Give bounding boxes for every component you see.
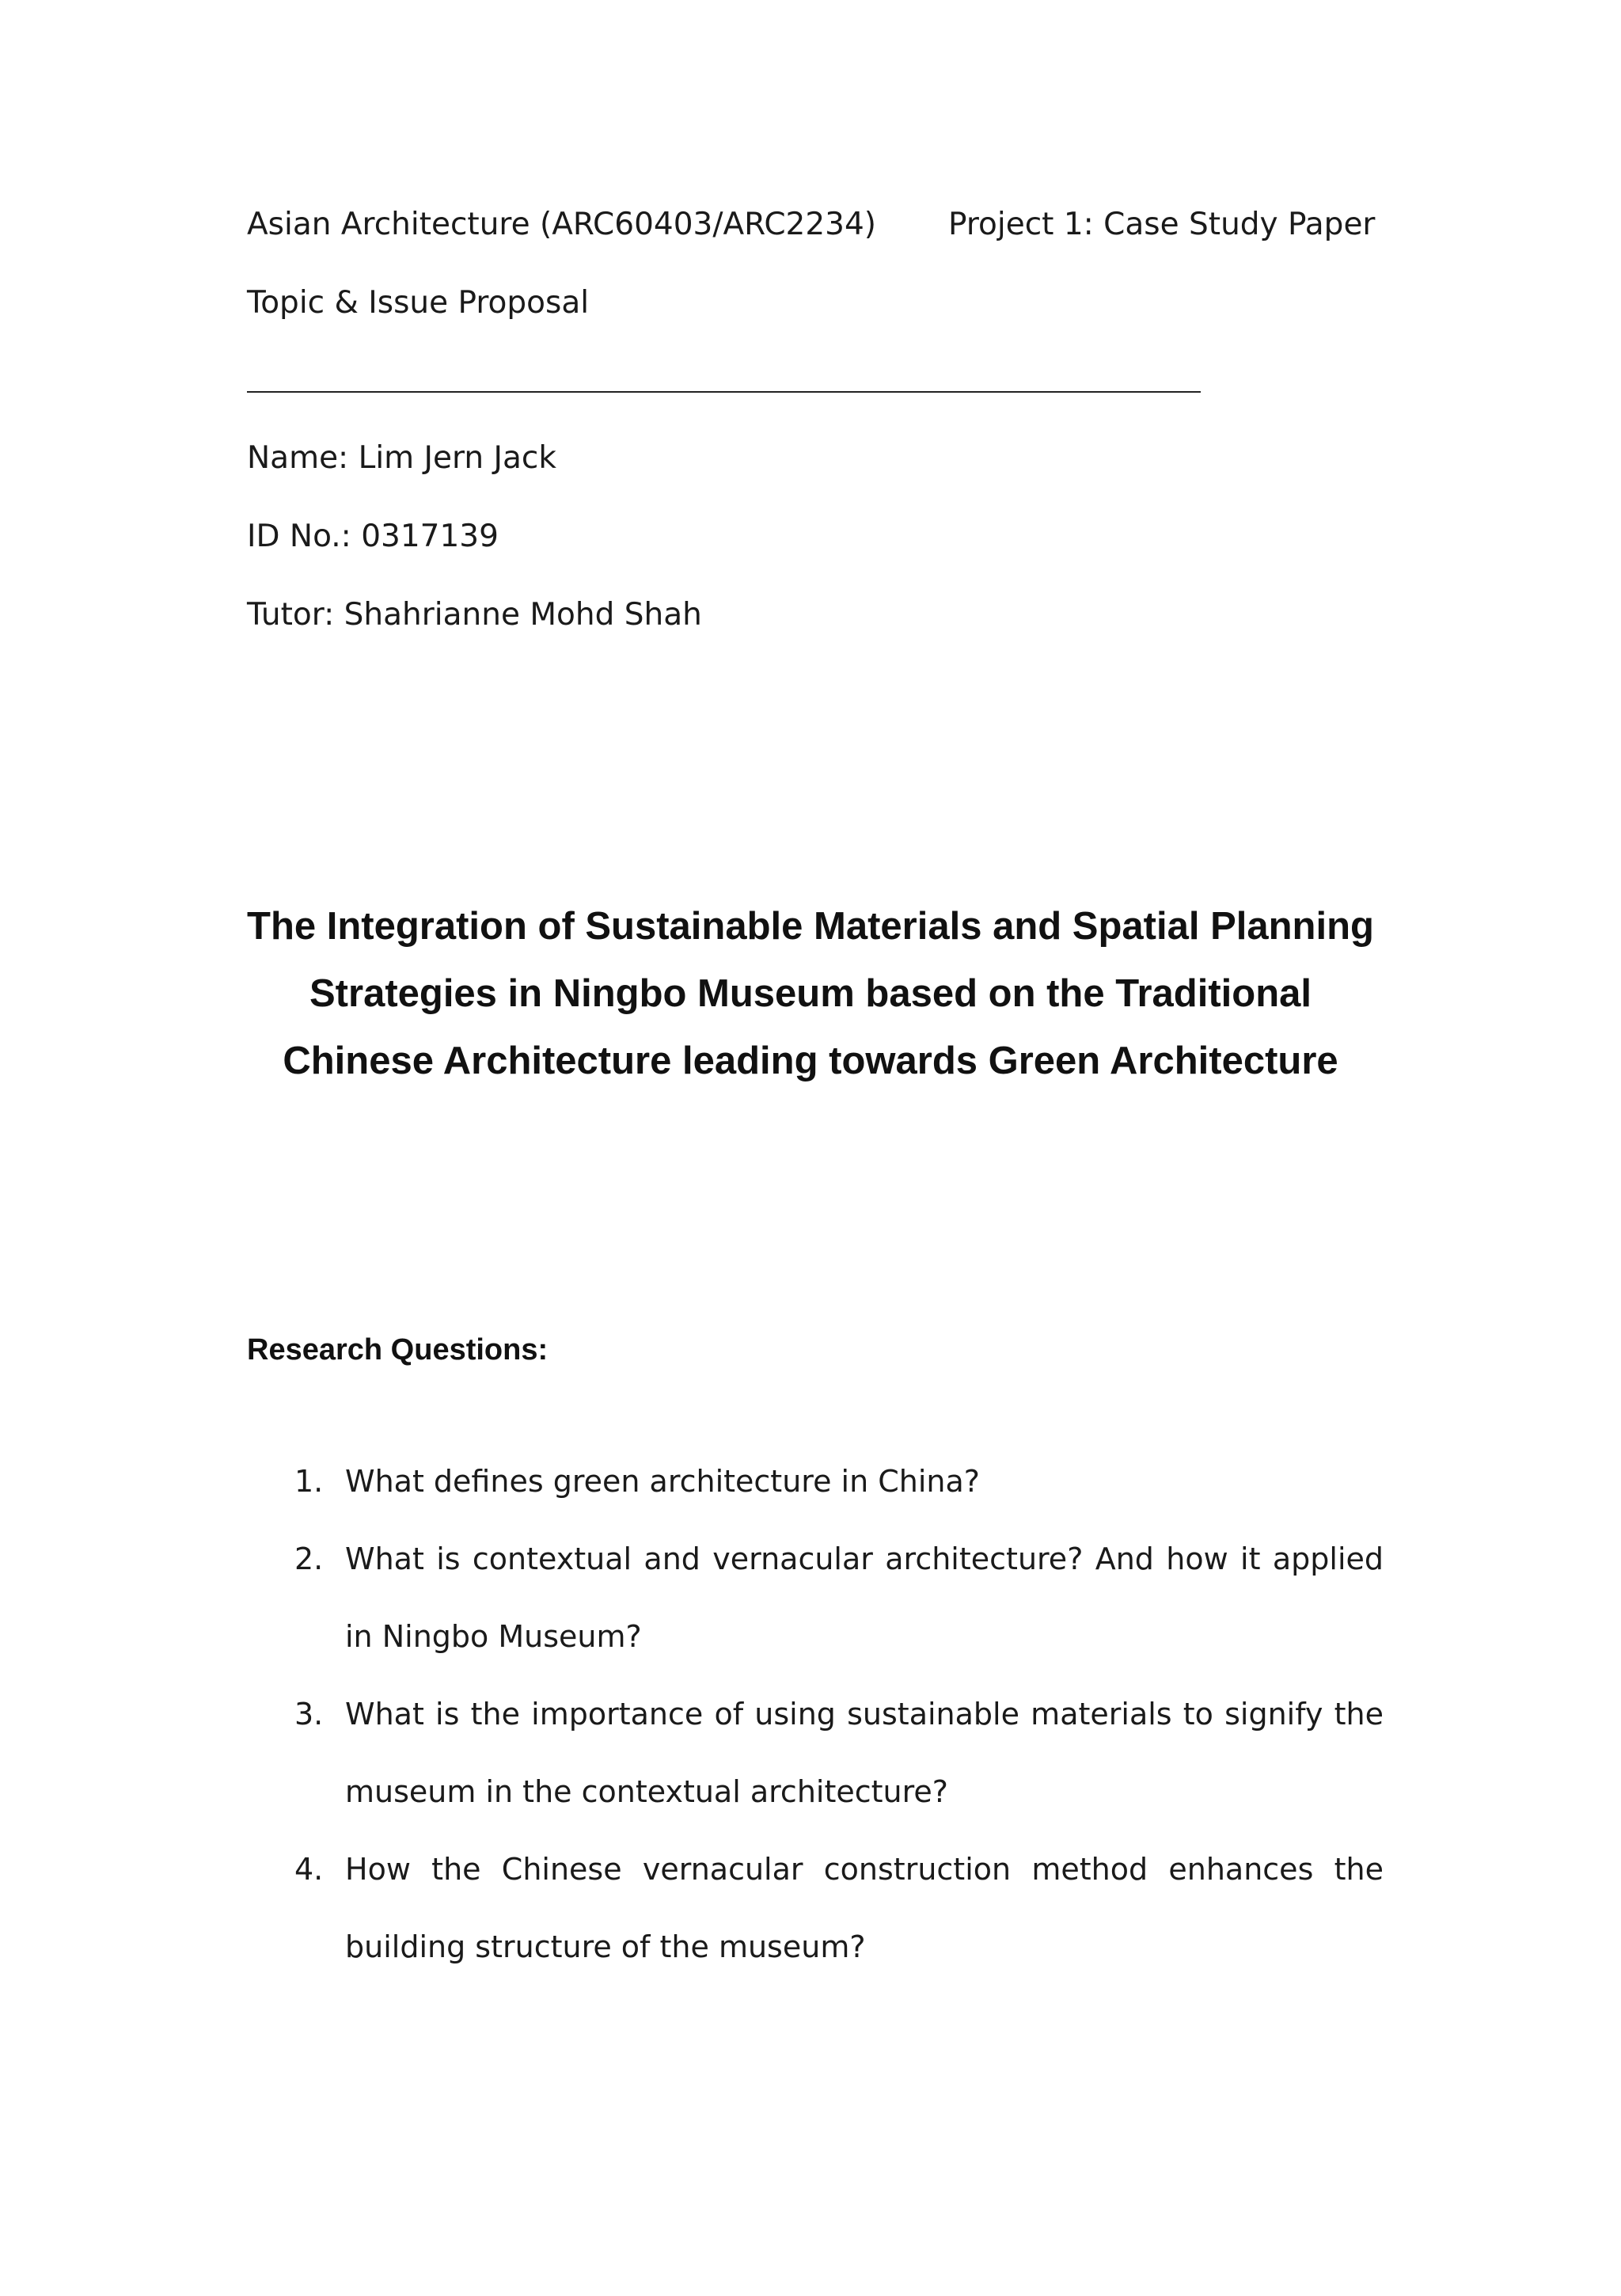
list-item	[247, 1520, 1384, 1675]
list-item	[247, 1443, 1384, 1520]
list-item	[247, 1675, 1384, 1830]
question-text: What is the importance of using sustainable materials to signify the museum in the contextual architecture?	[345, 1697, 1384, 1809]
separator-line	[247, 391, 1201, 393]
question-text: How the Chinese vernacular construction method enhances the building structure of the museum?	[345, 1852, 1384, 1964]
student-name: Name: Lim Jern Jack	[247, 440, 556, 476]
question-number: 2.	[294, 1541, 324, 1576]
proposal-subtitle: Topic & Issue Proposal	[247, 285, 590, 321]
research-questions-heading: Research Questions:	[247, 1333, 549, 1367]
paper-title	[190, 893, 1431, 1095]
question-number: 3.	[294, 1697, 324, 1732]
research-questions-list	[247, 1443, 1384, 1986]
title-line-3: Chinese Architecture leading towards Green Architecture	[283, 1040, 1338, 1082]
question-text: What defines green architecture in China?	[345, 1464, 980, 1499]
question-text: What is contextual and vernacular architecture? And how it applied in Ningbo Museum?	[345, 1541, 1384, 1654]
course-code: Asian Architecture (ARC60403/ARC2234)	[247, 207, 877, 242]
project-title: Project 1: Case Study Paper	[948, 207, 1376, 242]
title-line-1: The Integration of Sustainable Materials and Spatial Planning	[247, 905, 1374, 948]
tutor-name: Tutor: Shahrianne Mohd Shah	[247, 597, 702, 633]
question-number: 4.	[294, 1852, 324, 1887]
title-line-2: Strategies in Ningbo Museum based on the Traditional	[309, 972, 1312, 1015]
list-item	[247, 1830, 1384, 1986]
student-id: ID No.: 0317139	[247, 519, 499, 554]
question-number: 1.	[294, 1464, 324, 1499]
